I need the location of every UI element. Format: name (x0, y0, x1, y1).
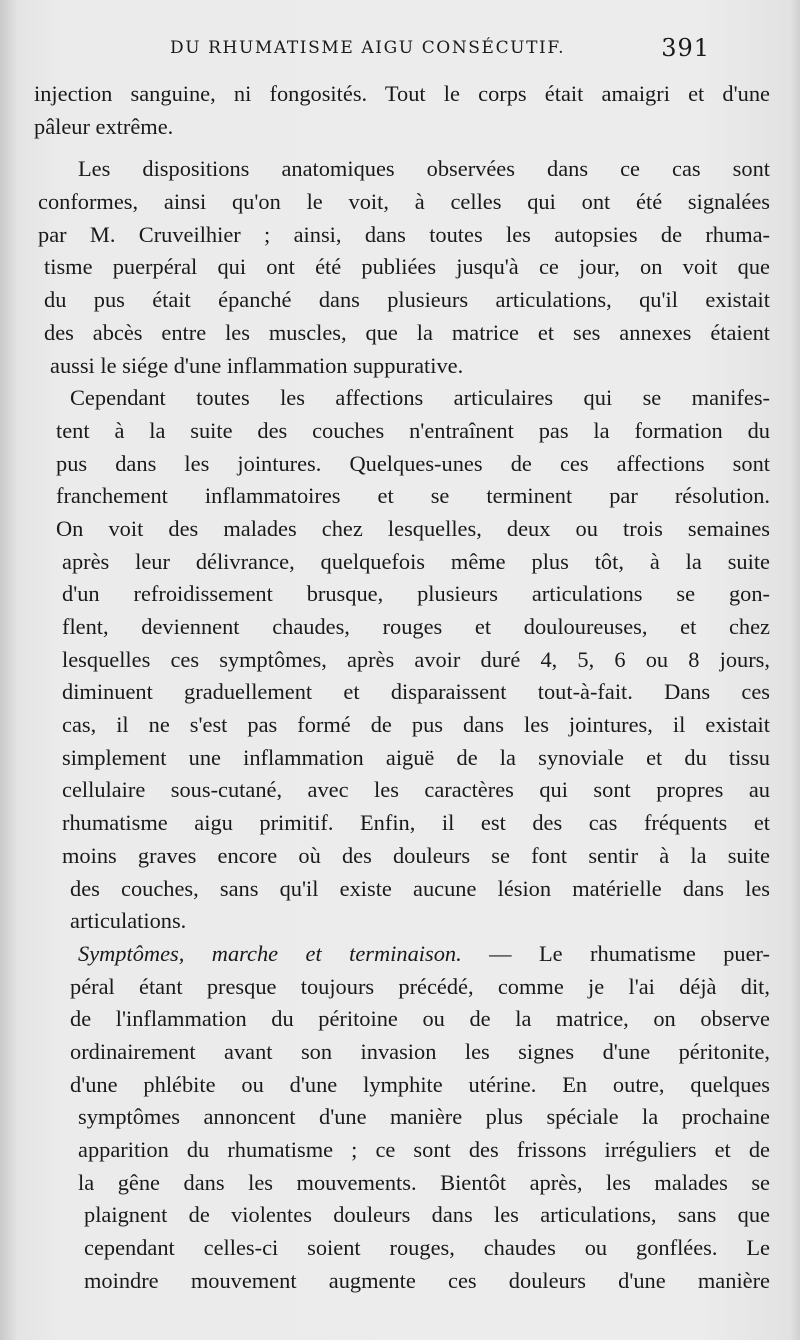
text-line: cellulaire sous-cutané, avec les caractères qui sont propres au (62, 777, 770, 803)
text-line: la gêne dans les mouvements. Bientôt après, les malades se (78, 1169, 770, 1195)
text-line: diminuent graduellement et disparaissent tout-à-fait. Dans ces (62, 679, 770, 705)
text-line: du pus était épanché dans plusieurs articulations, qu'il existait (44, 287, 770, 313)
section-first-line-text: — Le rhumatisme puer- (489, 940, 770, 966)
text-line: péral étant presque toujours précédé, comme je l'ai déjà dit, (70, 973, 770, 999)
text-line: On voit des malades chez lesquelles, deux ou trois semaines (56, 515, 770, 541)
page-number: 391 (661, 34, 710, 62)
text-line: apparition du rhumatisme ; ce sont des frissons irréguliers et de (78, 1137, 770, 1162)
section-heading: Symptômes, marche et terminaison. (78, 940, 462, 966)
text-line: de l'inflammation du péritoine ou de la matrice, on observe (70, 1006, 770, 1032)
text-line: conformes, ainsi qu'on le voit, à celles qui ont été signalées (38, 189, 770, 215)
paragraph-first-line: Les dispositions anatomiques observées dans ce cas sont (78, 156, 770, 182)
text-line: tisme puerpéral qui ont été publiées jusqu'à ce jour, on voit que (44, 254, 770, 280)
text-line: moindre mouvement augmente ces douleurs d'une manière (84, 1267, 770, 1293)
text-line: cas, il ne s'est pas formé de pus dans les jointures, il existait (62, 712, 770, 738)
text-line: tent à la suite des couches n'entraînent pas la formation du (56, 417, 770, 443)
text-line: d'une phlébite ou d'une lymphite utérine. En outre, quelques (70, 1071, 770, 1097)
section-first-line (34, 938, 770, 971)
text-line: d'un refroidissement brusque, plusieurs articulations se gon- (62, 581, 770, 607)
text-line: symptômes annoncent d'une manière plus spéciale la prochaine (78, 1104, 770, 1130)
text-line: rhumatisme aigu primitif. Enfin, il est des cas fréquents et (62, 810, 770, 836)
text-line: par M. Cruveilhier ; ainsi, dans toutes les autopsies de rhuma- (38, 221, 770, 247)
text-line: ordinairement avant son invasion les signes d'une péritonite, (70, 1038, 770, 1064)
text-line: pâleur extrême. (34, 113, 174, 139)
text-line: articulations. (70, 908, 187, 934)
text-line: après leur délivrance, quelquefois même plus tôt, à la suite (62, 548, 770, 574)
text-line: plaignent de violentes douleurs dans les articulations, sans que (84, 1202, 770, 1228)
text-line: aussi le siége d'une inflammation suppurative. (50, 352, 464, 378)
text-line: cependant celles-ci soient rouges, chaudes ou gonflées. Le (84, 1235, 770, 1261)
paragraph-first-line: Cependant toutes les affections articulaires qui se manifes- (70, 385, 770, 411)
text-line: moins graves encore où des douleurs se font sentir à la suite (62, 842, 770, 868)
text-line: simplement une inflammation aiguë de la synoviale et du tissu (62, 744, 770, 770)
text-line: lesquelles ces symptômes, après avoir duré 4, 5, 6 ou 8 jours, (62, 646, 770, 672)
running-title: DU RHUMATISME AIGU CONSÉCUTIF. (170, 38, 566, 58)
text-line: flent, deviennent chaudes, rouges et douloureuses, et chez (62, 614, 770, 639)
text-line: franchement inflammatoires et se terminent par résolution. (56, 483, 770, 509)
running-head (170, 34, 710, 68)
text-line: injection sanguine, ni fongosités. Tout le corps était amaigri et d'une (34, 81, 770, 106)
text-line: des couches, sans qu'il existe aucune lésion matérielle dans les (70, 875, 770, 901)
text-line: pus dans les jointures. Quelques-unes de ces affections sont (56, 450, 770, 476)
text-line: des abcès entre les muscles, que la matrice et ses annexes étaient (44, 319, 770, 345)
body-text (34, 78, 770, 1297)
